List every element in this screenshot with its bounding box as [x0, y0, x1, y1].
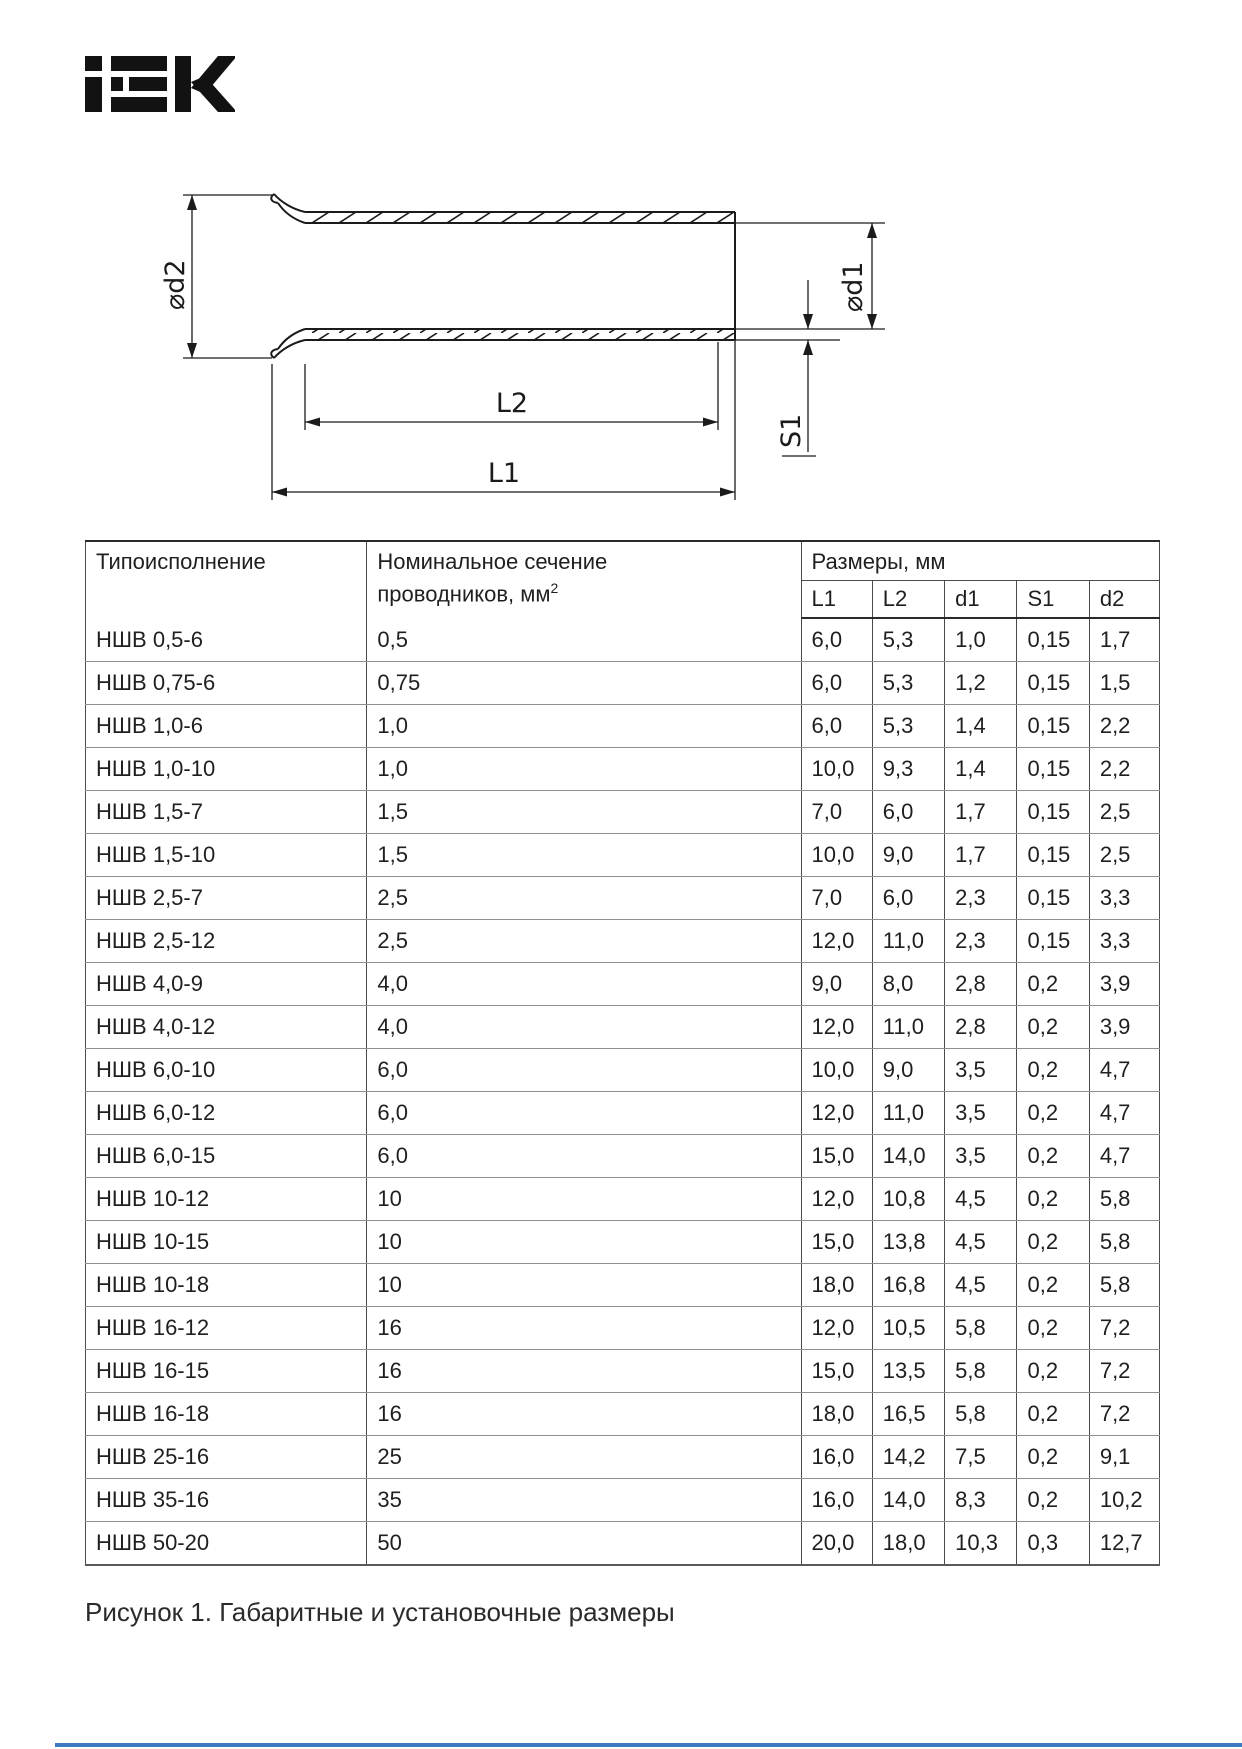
value-cell: 1,5 [367, 791, 801, 834]
dim-label-l1: L1 [487, 458, 521, 489]
value-cell: 6,0 [801, 662, 872, 705]
value-cell: 6,0 [872, 877, 944, 920]
value-cell: 3,5 [945, 1092, 1017, 1135]
value-cell: 1,0 [367, 748, 801, 791]
value-cell: 4,5 [945, 1178, 1017, 1221]
header-dim-d2: d2 [1089, 581, 1159, 619]
value-cell: 1,7 [1089, 618, 1159, 662]
type-cell: НШВ 2,5-7 [86, 877, 367, 920]
value-cell: 10 [367, 1221, 801, 1264]
value-cell: 0,2 [1017, 1479, 1089, 1522]
type-cell: НШВ 10-12 [86, 1178, 367, 1221]
value-cell: 3,9 [1089, 1006, 1159, 1049]
type-cell: НШВ 16-18 [86, 1393, 367, 1436]
value-cell: 7,2 [1089, 1307, 1159, 1350]
table-row [86, 1049, 1160, 1092]
table-row [86, 963, 1160, 1006]
value-cell: 4,7 [1089, 1049, 1159, 1092]
value-cell: 7,0 [801, 791, 872, 834]
type-cell: НШВ 6,0-15 [86, 1135, 367, 1178]
type-cell: НШВ 4,0-9 [86, 963, 367, 1006]
value-cell: 13,8 [872, 1221, 944, 1264]
value-cell: 10,5 [872, 1307, 944, 1350]
value-cell: 16 [367, 1350, 801, 1393]
value-cell: 0,15 [1017, 662, 1089, 705]
header-sizes: Размеры, мм [801, 541, 1159, 581]
value-cell: 5,3 [872, 662, 944, 705]
value-cell: 25 [367, 1436, 801, 1479]
value-cell: 10,0 [801, 748, 872, 791]
value-cell: 12,7 [1089, 1522, 1159, 1566]
value-cell: 1,4 [945, 748, 1017, 791]
value-cell: 5,8 [945, 1350, 1017, 1393]
value-cell: 10,8 [872, 1178, 944, 1221]
value-cell: 13,5 [872, 1350, 944, 1393]
table-row [86, 618, 1160, 662]
value-cell: 4,5 [945, 1221, 1017, 1264]
type-cell: НШВ 1,0-6 [86, 705, 367, 748]
figure-caption: Рисунок 1. Габаритные и установочные размеры [85, 1597, 675, 1627]
header-dim-l2: L2 [872, 581, 944, 619]
value-cell: 15,0 [801, 1135, 872, 1178]
value-cell: 0,15 [1017, 834, 1089, 877]
table-row [86, 1221, 1160, 1264]
type-cell: НШВ 0,75-6 [86, 662, 367, 705]
value-cell: 0,15 [1017, 791, 1089, 834]
tube-top-wall [305, 212, 735, 223]
header-dim-s1: S1 [1017, 581, 1089, 619]
value-cell: 4,0 [367, 963, 801, 1006]
value-cell: 10 [367, 1264, 801, 1307]
value-cell: 0,2 [1017, 1264, 1089, 1307]
type-cell: НШВ 1,5-10 [86, 834, 367, 877]
value-cell: 5,8 [1089, 1264, 1159, 1307]
value-cell: 16 [367, 1307, 801, 1350]
value-cell: 16,0 [801, 1436, 872, 1479]
value-cell: 0,2 [1017, 1092, 1089, 1135]
value-cell: 2,5 [1089, 834, 1159, 877]
value-cell: 16,8 [872, 1264, 944, 1307]
value-cell: 0,15 [1017, 920, 1089, 963]
value-cell: 16,0 [801, 1479, 872, 1522]
value-cell: 1,7 [945, 791, 1017, 834]
header-dim-d1: d1 [945, 581, 1017, 619]
value-cell: 10,0 [801, 1049, 872, 1092]
footer-accent-line [55, 1743, 1242, 1747]
table-row [86, 1350, 1160, 1393]
value-cell: 4,0 [367, 1006, 801, 1049]
ferrule-drawing [150, 190, 910, 538]
value-cell: 3,5 [945, 1049, 1017, 1092]
value-cell: 5,8 [945, 1393, 1017, 1436]
value-cell: 0,2 [1017, 1178, 1089, 1221]
value-cell: 1,0 [367, 705, 801, 748]
header-dim-l1: L1 [801, 581, 872, 619]
value-cell: 2,8 [945, 1006, 1017, 1049]
value-cell: 35 [367, 1479, 801, 1522]
value-cell: 3,3 [1089, 877, 1159, 920]
table-body [86, 618, 1160, 1565]
value-cell: 6,0 [367, 1092, 801, 1135]
value-cell: 0,2 [1017, 1221, 1089, 1264]
dimensions-table [85, 540, 1160, 1566]
tube-bottom-wall [305, 329, 735, 340]
value-cell: 6,0 [801, 705, 872, 748]
value-cell: 7,0 [801, 877, 872, 920]
value-cell: 0,2 [1017, 1006, 1089, 1049]
value-cell: 0,2 [1017, 1436, 1089, 1479]
value-cell: 1,5 [1089, 662, 1159, 705]
value-cell: 18,0 [801, 1393, 872, 1436]
value-cell: 1,0 [945, 618, 1017, 662]
value-cell: 0,2 [1017, 1135, 1089, 1178]
value-cell: 11,0 [872, 920, 944, 963]
table-row [86, 1393, 1160, 1436]
value-cell: 10,2 [1089, 1479, 1159, 1522]
iek-logo [85, 50, 235, 120]
value-cell: 0,15 [1017, 877, 1089, 920]
value-cell: 2,5 [367, 877, 801, 920]
value-cell: 4,5 [945, 1264, 1017, 1307]
value-cell: 3,3 [1089, 920, 1159, 963]
value-cell: 3,5 [945, 1135, 1017, 1178]
value-cell: 50 [367, 1522, 801, 1566]
value-cell: 14,0 [872, 1479, 944, 1522]
type-cell: НШВ 6,0-12 [86, 1092, 367, 1135]
value-cell: 18,0 [872, 1522, 944, 1566]
value-cell: 1,4 [945, 705, 1017, 748]
table-row [86, 748, 1160, 791]
value-cell: 2,2 [1089, 748, 1159, 791]
value-cell: 3,9 [1089, 963, 1159, 1006]
value-cell: 5,3 [872, 705, 944, 748]
value-cell: 0,2 [1017, 1350, 1089, 1393]
value-cell: 12,0 [801, 920, 872, 963]
table-row [86, 1092, 1160, 1135]
value-cell: 6,0 [872, 791, 944, 834]
value-cell: 7,5 [945, 1436, 1017, 1479]
value-cell: 6,0 [801, 618, 872, 662]
header-section: Номинальное сечение проводников, $мм^2$ [367, 541, 801, 618]
type-cell: НШВ 16-12 [86, 1307, 367, 1350]
table-row [86, 1006, 1160, 1049]
value-cell: 1,5 [367, 834, 801, 877]
value-cell: 1,7 [945, 834, 1017, 877]
table-row [86, 705, 1160, 748]
value-cell: 6,0 [367, 1135, 801, 1178]
value-cell: 0,75 [367, 662, 801, 705]
header-type: Типоисполнение [86, 541, 367, 618]
type-cell: НШВ 35-16 [86, 1479, 367, 1522]
value-cell: 5,8 [1089, 1221, 1159, 1264]
value-cell: 0,2 [1017, 1049, 1089, 1092]
value-cell: 9,0 [801, 963, 872, 1006]
table-row [86, 791, 1160, 834]
type-cell: НШВ 1,0-10 [86, 748, 367, 791]
value-cell: 2,3 [945, 920, 1017, 963]
table-row [86, 1307, 1160, 1350]
value-cell: 16,5 [872, 1393, 944, 1436]
value-cell: 0,2 [1017, 1393, 1089, 1436]
value-cell: 2,2 [1089, 705, 1159, 748]
type-cell: НШВ 4,0-12 [86, 1006, 367, 1049]
value-cell: 10,0 [801, 834, 872, 877]
value-cell: 14,2 [872, 1436, 944, 1479]
value-cell: 8,0 [872, 963, 944, 1006]
value-cell: 15,0 [801, 1350, 872, 1393]
type-cell: НШВ 16-15 [86, 1350, 367, 1393]
value-cell: 10,3 [945, 1522, 1017, 1566]
value-cell: 9,3 [872, 748, 944, 791]
table-row [86, 1178, 1160, 1221]
value-cell: 2,5 [1089, 791, 1159, 834]
value-cell: 14,0 [872, 1135, 944, 1178]
value-cell: 11,0 [872, 1092, 944, 1135]
value-cell: 12,0 [801, 1178, 872, 1221]
type-cell: НШВ 0,5-6 [86, 618, 367, 662]
value-cell: 8,3 [945, 1479, 1017, 1522]
table-row [86, 834, 1160, 877]
value-cell: 5,8 [1089, 1178, 1159, 1221]
table-row [86, 1479, 1160, 1522]
value-cell: 0,15 [1017, 618, 1089, 662]
type-cell: НШВ 2,5-12 [86, 920, 367, 963]
value-cell: 7,2 [1089, 1393, 1159, 1436]
value-cell: 4,7 [1089, 1092, 1159, 1135]
table-row [86, 662, 1160, 705]
table-row [86, 1436, 1160, 1479]
value-cell: 7,2 [1089, 1350, 1159, 1393]
type-cell: НШВ 6,0-10 [86, 1049, 367, 1092]
type-cell: НШВ 1,5-7 [86, 791, 367, 834]
value-cell: 12,0 [801, 1307, 872, 1350]
value-cell: 9,1 [1089, 1436, 1159, 1479]
value-cell: 15,0 [801, 1221, 872, 1264]
value-cell: 20,0 [801, 1522, 872, 1566]
value-cell: 2,8 [945, 963, 1017, 1006]
value-cell: 0,15 [1017, 748, 1089, 791]
type-cell: НШВ 25-16 [86, 1436, 367, 1479]
value-cell: 4,7 [1089, 1135, 1159, 1178]
value-cell: 12,0 [801, 1092, 872, 1135]
table-row [86, 920, 1160, 963]
value-cell: 0,15 [1017, 705, 1089, 748]
value-cell: 18,0 [801, 1264, 872, 1307]
table-row [86, 877, 1160, 920]
dim-label-d2: ⌀d2 [160, 259, 191, 310]
value-cell: 0,2 [1017, 963, 1089, 1006]
value-cell: 0,3 [1017, 1522, 1089, 1566]
dim-label-l2: L2 [495, 388, 529, 419]
value-cell: 9,0 [872, 834, 944, 877]
value-cell: 16 [367, 1393, 801, 1436]
value-cell: 11,0 [872, 1006, 944, 1049]
table-row [86, 1135, 1160, 1178]
value-cell: 0,2 [1017, 1307, 1089, 1350]
table-row [86, 1522, 1160, 1566]
value-cell: 1,2 [945, 662, 1017, 705]
type-cell: НШВ 50-20 [86, 1522, 367, 1566]
table-row [86, 1264, 1160, 1307]
type-cell: НШВ 10-15 [86, 1221, 367, 1264]
value-cell: 5,8 [945, 1307, 1017, 1350]
value-cell: 2,5 [367, 920, 801, 963]
type-cell: НШВ 10-18 [86, 1264, 367, 1307]
value-cell: 5,3 [872, 618, 944, 662]
value-cell: 6,0 [367, 1049, 801, 1092]
value-cell: 2,3 [945, 877, 1017, 920]
value-cell: 12,0 [801, 1006, 872, 1049]
value-cell: 9,0 [872, 1049, 944, 1092]
dim-label-d1: ⌀d1 [838, 261, 869, 312]
value-cell: 10 [367, 1178, 801, 1221]
dim-label-s1: S1 [776, 413, 807, 448]
value-cell: 0,5 [367, 618, 801, 662]
